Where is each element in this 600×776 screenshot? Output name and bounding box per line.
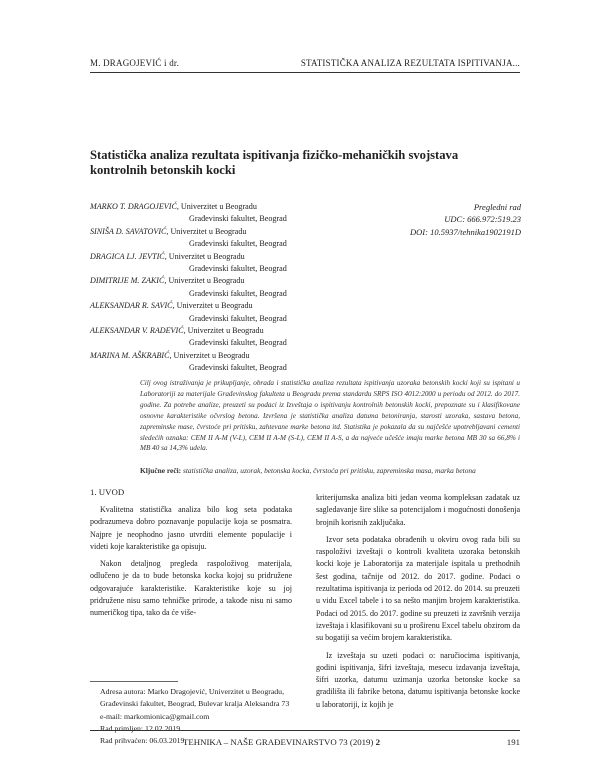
author-entry: [90, 325, 410, 350]
author-university: Univerzitet u Beogradu: [171, 350, 250, 360]
article-title-line-1: Statistička analiza rezultata ispitivanja fizičko-mehaničkih svojstava: [90, 148, 459, 162]
section-heading: 1. UVOD: [90, 487, 125, 497]
author-name: DRAGICA LJ. JEVTIĆ,: [90, 251, 167, 261]
author-faculty: Građevinski fakultet, Beograd: [189, 313, 287, 323]
author-university: Univerzitet u Beogradu: [166, 276, 245, 286]
author-entry: [90, 300, 410, 325]
paragraph: Iz izveštaja su uzeti podaci o: naručiocima ispitivanja, godini ispitivanja, šifri izveštaja, mesecu izdavanja izveštaja, šifri uzorka, datumu uzimanja uzorka betonske kocke sa gradilišta ili fabrike betona, datumu ispitivanja betonske kocke u laboratoriji, iz kojih je: [316, 650, 520, 709]
author-entry: [90, 350, 410, 375]
journal-issue: 2: [375, 737, 380, 747]
doi-link[interactable]: DOI: 10.5937/tehnika1902191D: [410, 226, 521, 237]
author-faculty: Građevinski fakultet, Beograd: [189, 338, 287, 348]
paragraph: Izvor seta podataka obrađenih u okviru ovog rada bili su raspoloživi izveštaji o kontroli kvaliteta uzoraka betonskih kocki koje je Laboratorija za materijale ispitala u prethodnih šest godina, tačnije od 2012. do 2017. godine. Podaci o rezultatima ispitivanja iz perioda od 2012. do 2014. su preuzeti u vidu Excel tabele i to sa nešto manjim brojem karakteristika. Podaci od 2015. do 2017. godine su preuzeti iz završnih verzija izveštaja i klasifikovani su u proširenu Excel tabelu obzirom da su bogatiji sa većim brojem karakteristika.: [316, 534, 520, 643]
paragraph: kriterijumska analiza biti jedan veoma kompleksan zadatak uz sagledavanje šire slike sa potencijalom i mogućnosti donošenja brojnih korisnih zaključaka.: [316, 493, 520, 527]
author-name: ALEKSANDAR V. RADEVIĆ,: [90, 326, 186, 336]
udc-code: UDC: 666.972:519.23: [444, 214, 521, 225]
author-name: DIMITRIJE M. ZAKIĆ,: [90, 276, 167, 286]
author-university: Univerzitet u Beogradu: [185, 326, 264, 336]
author-name: MARKO T. DRAGOJEVIĆ,: [90, 202, 179, 211]
author-university: Univerzitet u Beogradu: [168, 226, 247, 236]
author-entry: [90, 275, 410, 300]
author-name: SINIŠA D. SAVATOVIĆ,: [90, 226, 169, 236]
footnote-rule: [90, 681, 178, 682]
author-university: Univerzitet u Beogradu: [166, 251, 245, 261]
author-email[interactable]: e-mail: markomionica@gmail.com: [100, 711, 210, 721]
keywords: [140, 465, 520, 476]
author-name: MARINA M. AŠKRABIĆ,: [90, 350, 172, 360]
author-faculty: Građevinski fakultet, Beograd: [189, 239, 287, 249]
journal-name: TEHNIKA – NAŠE GRAĐEVINARSTVO 73 (2019): [183, 737, 374, 747]
header-rule: [90, 72, 520, 73]
article-title: [90, 148, 510, 178]
accepted-date: Rad prihvaćen: 06.03.2019.: [100, 736, 187, 746]
received-date: Rad primljen: 12.02.2019.: [100, 723, 183, 733]
article-type: Pregledni rad: [473, 202, 521, 212]
author-faculty: Građevinski fakultet, Beograd: [189, 264, 287, 274]
author-faculty: Građevinski fakultet, Beograd: [189, 363, 287, 373]
paragraph: Kvalitetna statistička analiza bilo kog seta podataka podrazumeva dobro poznavanje populacije koja se posmatra. Najpre je neophodno jasno utvrditi elemente populacije i videti koje karakteristike ga opisuju.: [90, 505, 292, 551]
author-university: Univerzitet u Beogradu: [178, 202, 257, 211]
running-header-authors: M. DRAGOJEVIĆ i dr.: [90, 58, 180, 68]
article-title-line-2: kontrolnih betonskih kocki: [90, 163, 236, 177]
left-column: [90, 504, 292, 625]
author-faculty: Građevinski fakultet, Beograd: [189, 214, 287, 224]
footer-rule: [90, 730, 520, 731]
author-address: Adresa autora: Marko Dragojević, Univerzitet u Beogradu, Građevinski fakultet, Beograd, Bulevar kralja Aleksandra 73: [100, 687, 290, 709]
journal-footer: [183, 737, 380, 747]
keywords-text: statistička analiza, uzorak, betonska kocka, čvrstoća pri pritisku, zapreminska masa, marka betona: [181, 466, 476, 475]
right-column: [316, 492, 520, 716]
paragraph: Nakon detaljnog pregleda raspoloživog materijala, odlučeno je da to bude betonska kocka kojoj su pridružene odgovarajuće karakteristike. Karakteristike koje su joj pridružene nisu samo tehničke prirode, a takođe nisu ni samo numeričkog tipa, tako da će više-: [90, 559, 292, 618]
page-number: 191: [506, 737, 520, 747]
author-university: Univerzitet u Beogradu: [174, 301, 253, 311]
abstract: Cilj ovog istraživanja je prikupljanje, obrada i statistička analiza rezultata ispitivanja uzoraka betonskih kocki koji su ispitani u Laboratoriji za materijale Građevinskog fakulteta u Beogradu prema standardu SRPS ISO 4012:2000 u periodu od 2012. do 2017. godine. Za potrebe analize, preuzeti su podaci iz Izveštaja o ispitivanju kontrolnih betonskih kocki, prepoznate su i klasifikovane osnovne karakteristike očvrslog betona. Izvršena je statistička analiza datuma betoniranja, starosti uzoraka, sastava betona, zapreminske mase, čvrstoće pri pritisku, zahtevane marke betona itd. Statistika je pokazala da su najčešće upotrebljavani cementi sledećih oznaka: CEM II A-M (V-L), CEM II A-M (S-L), CEM II A-S, a da najveće učešće imaju marke betona MB 30 sa 66,8% i MB 40 sa 14,3% udela.: [140, 379, 520, 453]
author-name: ALEKSANDAR R. SAVIĆ,: [90, 301, 175, 311]
author-entry: [90, 251, 410, 276]
keywords-label: Ključne reči:: [140, 466, 182, 475]
running-header-title: STATISTIČKA ANALIZA REZULTATA ISPITIVANJA...: [300, 58, 520, 68]
article-meta: [351, 201, 521, 238]
author-faculty: Građevinski fakultet, Beograd: [189, 288, 287, 298]
